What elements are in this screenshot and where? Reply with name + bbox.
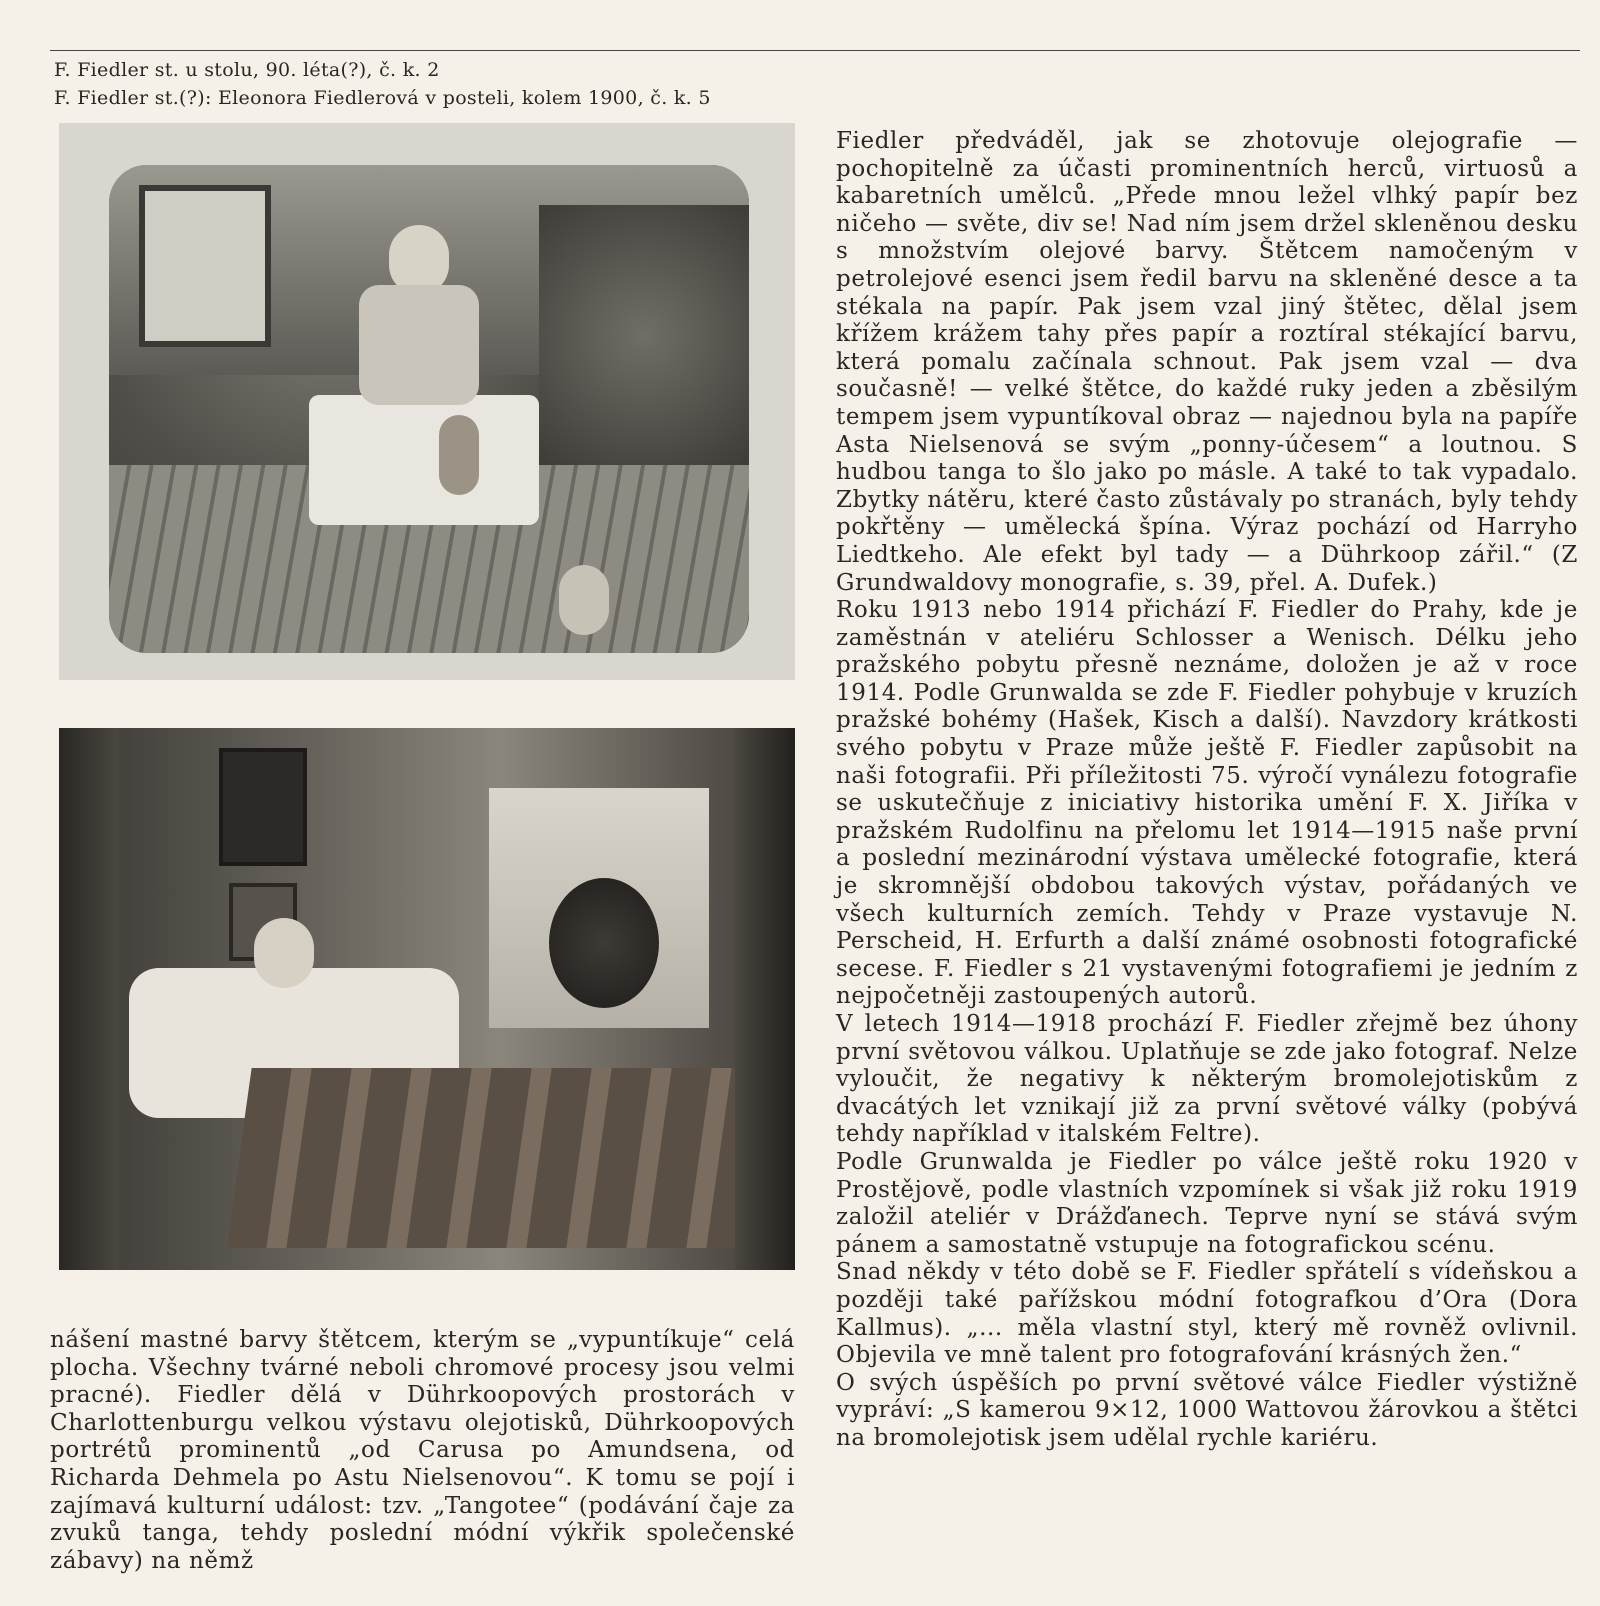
- right-column-text: [836, 128, 1578, 1453]
- paragraph: Podle Grunwalda je Fiedler po válce ještě roku 1920 v Prostějově, podle vlastních vzpomínek si však již roku 1919 založil ateliér v Drážďanech. Teprve nyní se stává svým pánem a samostatně vstupuje na fotografickou scénu.: [836, 1148, 1578, 1258]
- left-column-text: [50, 1327, 795, 1575]
- paragraph: Snad někdy v této době se F. Fiedler spřátelí s vídeňskou a později také pařížskou módní fotografkou d’Ora (Dora Kallmus). „... měla vlastní styl, který mě rovněž ovlivnil. Objevila ve mně talent pro fotografování krásných žen.“: [836, 1259, 1578, 1369]
- photo-man-at-table: [59, 123, 795, 680]
- paragraph: Roku 1913 nebo 1914 přichází F. Fiedler do Prahy, kde je zaměstnán v ateliéru Schlosser a Wenisch. Délku jeho pražského pobytu přesně neznáme, doložen je až v roce 1914. Podle Grunwalda se zde F. Fiedler pohybuje v kruzích pražské bohémy (Hašek, Kisch a další). Navzdory krátkosti svého pobytu v Praze může ještě F. Fiedler zapůsobit na naši fotografii. Při příležitosti 75. výročí vynálezu fotografie se uskutečňuje z iniciativy historika umění F. X. Jiříka v pražském Rudolfinu na přelomu let 1914—1915 naše první a poslední mezinárodní výstava umělecké fotografie, která je skromnější obdobou takových výstav, pořádaných ve všech kulturních zemích. Tehdy v Praze vystavuje N. Perscheid, H. Erfurth a další známé osobnosti fotografické secese. F. Fiedler s 21 vystavenými fotografiemi je jedním z nejpočetněji zastoupených autorů.: [836, 597, 1578, 1010]
- caption-1: F. Fiedler st. u stolu, 90. léta(?), č. k. 2: [54, 59, 440, 81]
- photo-man-at-table-image: [109, 165, 749, 653]
- paragraph: V letech 1914—1918 prochází F. Fiedler zřejmě bez úhony první světovou válkou. Uplatňuje se zde jako fotograf. Nelze vyloučit, že negativy k některým bromolejotiskům z dvacátých let vznikají již za první světové války (pobývá tehdy například v italském Feltre).: [836, 1011, 1578, 1148]
- paragraph: Fiedler předváděl, jak se zhotovuje olejografie — pochopitelně za účasti prominentních herců, virtuosů a kabaretních umělců. „Přede mnou ležel vlhký papír bez ničeho — světe, div se! Nad ním jsem držel skleněnou desku s množstvím olejové barvy. Štětcem namočeným v petrolejové esenci jsem ředil barvu na skleněné desce a ta stékala na papír. Pak jsem vzal jiný štětec, dělal jsem křížem krážem tahy přes papír a roztíral stékající barvu, která pomalu začínala schnout. Pak jsem vzal — dva současně! — velké štětce, do každé ruky jeden a zběsilým tempem jsem vypuntíkoval obraz — najednou byla na papíře Asta Nielsenová se svým „ponny-účesem“ a loutnou. S hudbou tanga to šlo jako po másle. A také to tak vypadalo. Zbytky nátěru, které často zůstávaly po stranách, byly tehdy pokřtěny — umělecká špína. Výraz pochází od Harryho Liedtkeho. Ale efekt byl tady — a Dührkoop zářil.“ (Z Grundwaldovy monografie, s. 39, přel. A. Dufek.): [836, 128, 1578, 596]
- paragraph: nášení mastné barvy štětcem, kterým se „vypuntíkuje“ celá plocha. Všechny tvárné neboli chromové procesy jsou velmi pracné). Fiedler dělá v Dührkoopových prostorách v Charlottenburgu velkou výstavu olejotisků, Dührkoopových portrétů prominentů „od Carusa po Amundsena, od Richarda Dehmela po Astu Nielsenovou“. K tomu se pojí i zajímavá kulturní událost: tzv. „Tangotee“ (podávání čaje za zvuků tanga, tehdy poslední módní výkřik společenské zábavy) na němž: [50, 1327, 795, 1574]
- caption-2: F. Fiedler st.(?): Eleonora Fiedlerová v posteli, kolem 1900, č. k. 5: [54, 87, 711, 109]
- photo-captions: [54, 56, 954, 112]
- photo-woman-in-bed: [59, 728, 795, 1270]
- top-rule: [50, 50, 1580, 51]
- paragraph: O svých úspěších po první světové válce Fiedler výstižně vypráví: „S kamerou 9×12, 1000 Wattovou žárovkou a štětci na bromolejotisk jsem udělal rychle kariéru.: [836, 1369, 1578, 1451]
